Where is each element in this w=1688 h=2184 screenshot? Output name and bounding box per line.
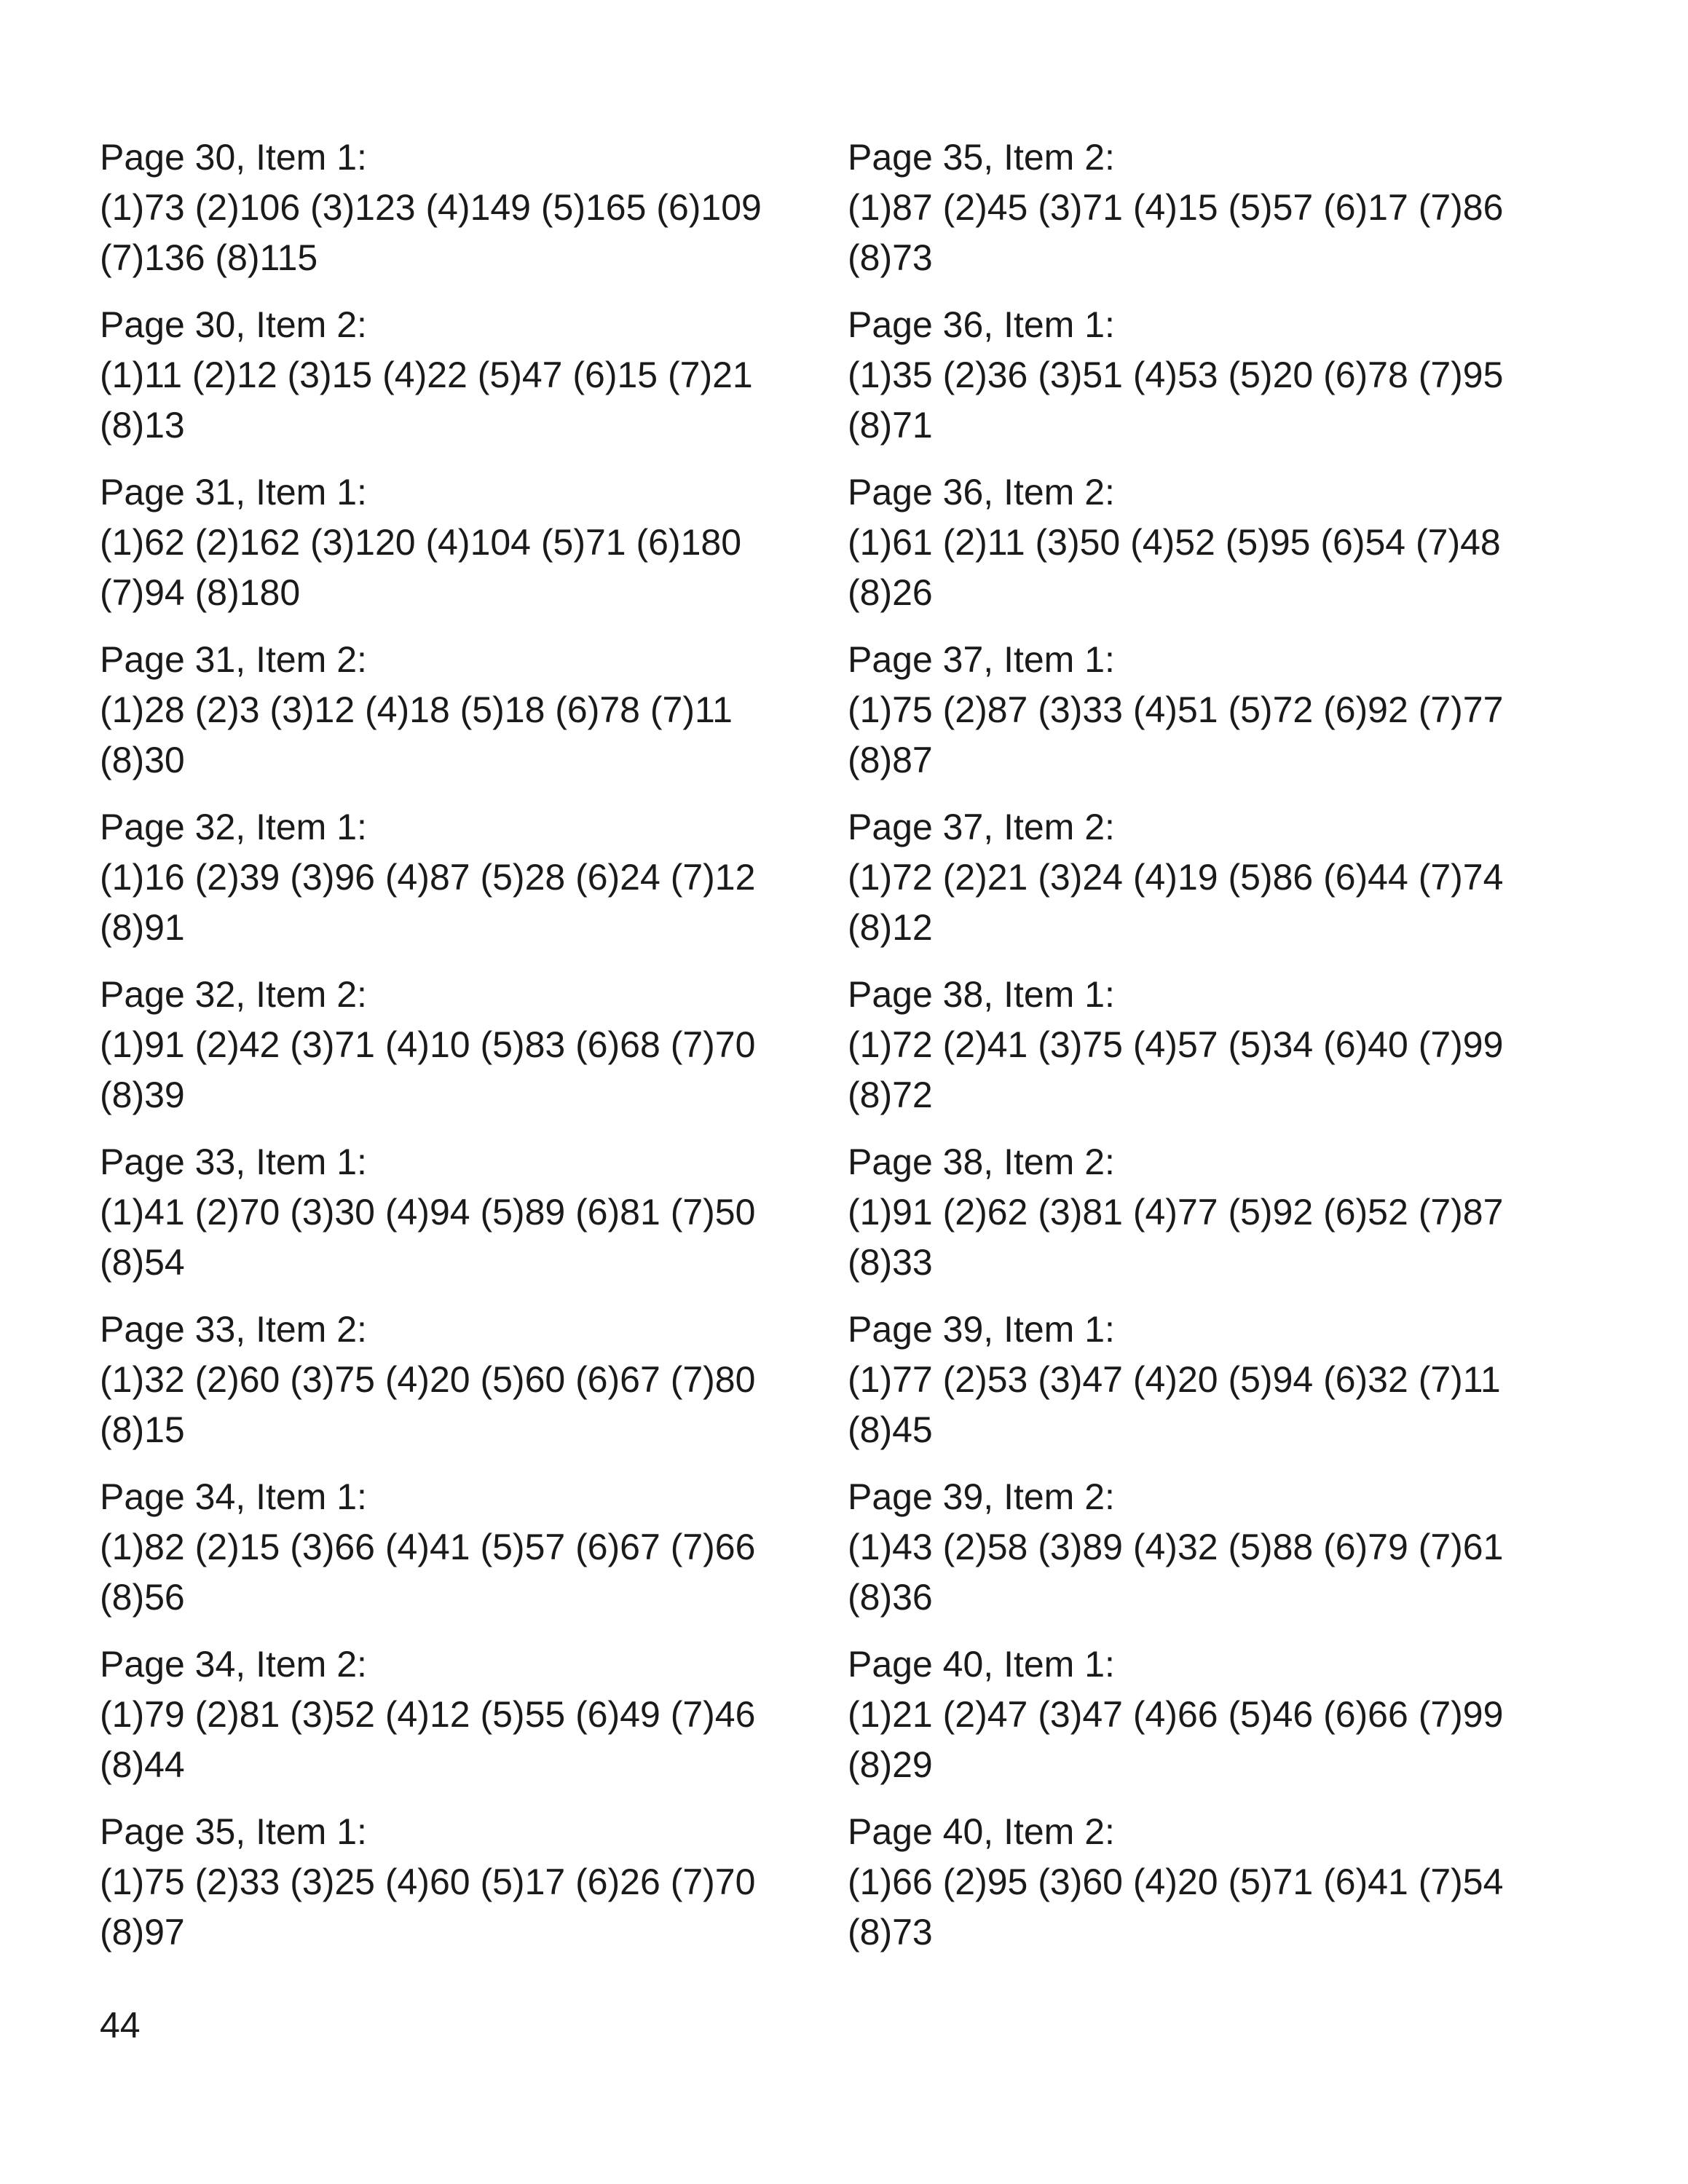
entry-answers-line-2: (8)36	[848, 1577, 933, 1618]
entry-answers-line-1: (1)35 (2)36 (3)51 (4)53 (5)20 (6)78 (7)95	[848, 355, 1504, 395]
entry-title: Page 34, Item 1:	[100, 1476, 367, 1517]
entry-title: Page 37, Item 2:	[848, 807, 1115, 847]
entry-title: Page 33, Item 1:	[100, 1142, 367, 1182]
entry-answers-line-1: (1)32 (2)60 (3)75 (4)20 (5)60 (6)67 (7)80	[100, 1359, 756, 1400]
entry-title: Page 30, Item 1:	[100, 137, 367, 178]
entry-title: Page 34, Item 2:	[100, 1644, 367, 1685]
entry-answers-line-2: (8)12	[848, 907, 933, 948]
entry-answers-line-2: (8)45	[848, 1409, 933, 1450]
entry-answers-line-2: (8)73	[848, 237, 933, 278]
entry-title: Page 39, Item 1:	[848, 1309, 1115, 1350]
answer-entry	[100, 467, 799, 635]
entry-answers-line-1: (1)72 (2)41 (3)75 (4)57 (5)34 (6)40 (7)99	[848, 1024, 1504, 1065]
answer-entry	[100, 1305, 799, 1472]
answer-entry	[100, 635, 799, 802]
entry-answers-line-1: (1)11 (2)12 (3)15 (4)22 (5)47 (6)15 (7)21	[100, 355, 753, 395]
entry-title: Page 40, Item 1:	[848, 1644, 1115, 1685]
entry-title: Page 33, Item 2:	[100, 1309, 367, 1350]
entry-answers-line-2: (8)87	[848, 740, 933, 780]
entry-title: Page 40, Item 2:	[848, 1811, 1115, 1852]
entry-answers-line-1: (1)79 (2)81 (3)52 (4)12 (5)55 (6)49 (7)46	[100, 1694, 756, 1735]
entry-answers-line-1: (1)43 (2)58 (3)89 (4)32 (5)88 (6)79 (7)61	[848, 1527, 1504, 1567]
entry-title: Page 38, Item 1:	[848, 974, 1115, 1015]
entry-answers-line-2: (8)33	[848, 1242, 933, 1283]
entry-answers-line-1: (1)62 (2)162 (3)120 (4)104 (5)71 (6)180	[100, 522, 742, 563]
entry-title: Page 32, Item 2:	[100, 974, 367, 1015]
answer-entry	[100, 1639, 799, 1807]
answer-entry	[100, 1137, 799, 1305]
entry-answers-line-2: (8)29	[848, 1744, 933, 1785]
entry-answers-line-2: (8)15	[100, 1409, 185, 1450]
answer-entry	[848, 300, 1547, 467]
page-number: 44	[100, 2005, 141, 2046]
entry-answers-line-2: (8)73	[848, 1912, 933, 1952]
entry-answers-line-2: (8)97	[100, 1912, 185, 1952]
entry-answers-line-2: (8)39	[100, 1075, 185, 1115]
entry-answers-line-1: (1)82 (2)15 (3)66 (4)41 (5)57 (6)67 (7)66	[100, 1527, 756, 1567]
answer-entry	[848, 1305, 1547, 1472]
answer-entry	[100, 1472, 799, 1639]
entry-answers-line-1: (1)61 (2)11 (3)50 (4)52 (5)95 (6)54 (7)48	[848, 522, 1501, 563]
answer-entry	[100, 132, 799, 300]
entry-answers-line-2: (7)136 (8)115	[100, 237, 318, 278]
answer-entry	[848, 132, 1547, 300]
entry-answers-line-2: (8)54	[100, 1242, 185, 1283]
entry-answers-line-1: (1)75 (2)33 (3)25 (4)60 (5)17 (6)26 (7)70	[100, 1861, 756, 1902]
entry-answers-line-2: (8)44	[100, 1744, 185, 1785]
entry-title: Page 35, Item 2:	[848, 137, 1115, 178]
entry-answers-line-2: (8)26	[848, 572, 933, 613]
entry-answers-line-1: (1)16 (2)39 (3)96 (4)87 (5)28 (6)24 (7)12	[100, 857, 756, 898]
entry-answers-line-1: (1)91 (2)62 (3)81 (4)77 (5)92 (6)52 (7)87	[848, 1192, 1504, 1233]
entry-title: Page 37, Item 1:	[848, 639, 1115, 680]
entry-title: Page 39, Item 2:	[848, 1476, 1115, 1517]
answer-entry	[848, 1639, 1547, 1807]
answer-entry	[848, 1807, 1547, 1974]
entry-title: Page 35, Item 1:	[100, 1811, 367, 1852]
answer-entry	[848, 635, 1547, 802]
entry-title: Page 36, Item 1:	[848, 304, 1115, 345]
left-column	[100, 132, 799, 1974]
entry-answers-line-1: (1)21 (2)47 (3)47 (4)66 (5)46 (6)66 (7)99	[848, 1694, 1504, 1735]
answer-entry	[100, 970, 799, 1137]
entry-answers-line-1: (1)87 (2)45 (3)71 (4)15 (5)57 (6)17 (7)86	[848, 187, 1504, 228]
entry-answers-line-1: (1)72 (2)21 (3)24 (4)19 (5)86 (6)44 (7)74	[848, 857, 1504, 898]
answer-entry	[848, 467, 1547, 635]
entry-answers-line-1: (1)91 (2)42 (3)71 (4)10 (5)83 (6)68 (7)70	[100, 1024, 756, 1065]
answer-entry	[100, 300, 799, 467]
answer-entry	[848, 802, 1547, 970]
entry-answers-line-2: (8)72	[848, 1075, 933, 1115]
answer-entry	[100, 1807, 799, 1974]
entry-answers-line-1: (1)28 (2)3 (3)12 (4)18 (5)18 (6)78 (7)11	[100, 689, 733, 730]
entry-answers-line-2: (8)13	[100, 405, 185, 446]
entry-title: Page 32, Item 1:	[100, 807, 367, 847]
entry-title: Page 30, Item 2:	[100, 304, 367, 345]
entry-answers-line-2: (8)56	[100, 1577, 185, 1618]
entry-answers-line-1: (1)41 (2)70 (3)30 (4)94 (5)89 (6)81 (7)50	[100, 1192, 756, 1233]
right-column	[848, 132, 1547, 1974]
answer-entry	[100, 802, 799, 970]
entry-title: Page 31, Item 2:	[100, 639, 367, 680]
answer-entry	[848, 1472, 1547, 1639]
answer-entry	[848, 1137, 1547, 1305]
entry-answers-line-2: (7)94 (8)180	[100, 572, 301, 613]
entry-title: Page 38, Item 2:	[848, 1142, 1115, 1182]
entry-answers-line-1: (1)75 (2)87 (3)33 (4)51 (5)72 (6)92 (7)77	[848, 689, 1504, 730]
entry-answers-line-2: (8)91	[100, 907, 185, 948]
entry-answers-line-1: (1)66 (2)95 (3)60 (4)20 (5)71 (6)41 (7)54	[848, 1861, 1504, 1902]
entry-title: Page 31, Item 1:	[100, 472, 367, 513]
entry-answers-line-2: (8)30	[100, 740, 185, 780]
entry-answers-line-2: (8)71	[848, 405, 933, 446]
entry-answers-line-1: (1)77 (2)53 (3)47 (4)20 (5)94 (6)32 (7)11	[848, 1359, 1501, 1400]
answer-entry	[848, 970, 1547, 1137]
entry-answers-line-1: (1)73 (2)106 (3)123 (4)149 (5)165 (6)109	[100, 187, 762, 228]
entry-title: Page 36, Item 2:	[848, 472, 1115, 513]
